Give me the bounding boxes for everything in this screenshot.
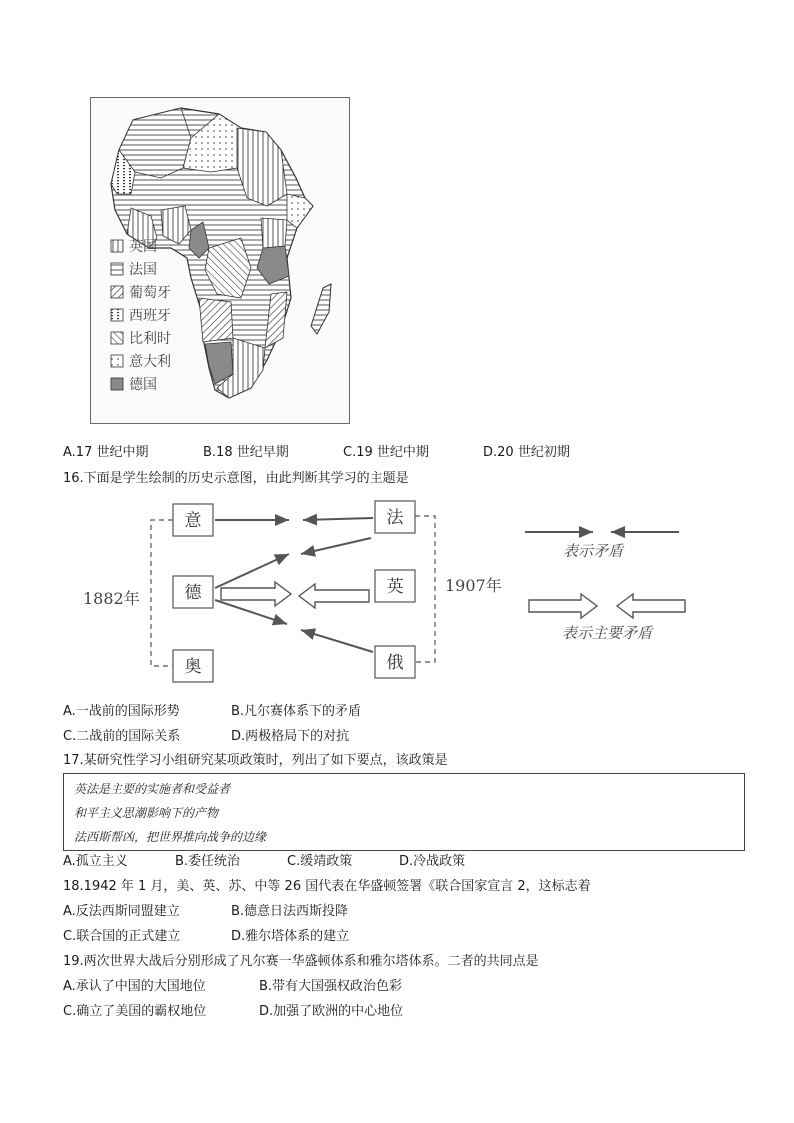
q15-option-b[interactable]: B.18 世纪早期 (203, 445, 289, 460)
q17-option-d[interactable]: D.冷战政策 (399, 854, 466, 869)
africa-map-graphic (91, 98, 349, 423)
q17-option-b[interactable]: B.委任统治 (175, 854, 241, 869)
q16-stem: 16.下面是学生绘制的历史示意图，由此判断其学习的主题是 (63, 471, 409, 486)
legend-label-spain: 西班牙 (129, 308, 171, 324)
box-britain: 英 (386, 577, 404, 597)
year-1907: 1907年 (445, 576, 502, 595)
q16-option-b[interactable]: B.凡尔赛体系下的矛盾 (231, 704, 362, 719)
q15-option-d[interactable]: D.20 世纪初期 (483, 445, 570, 460)
box-austria: 奥 (184, 657, 202, 677)
q19-option-a[interactable]: A.承认了中国的大国地位 (63, 979, 206, 994)
legend-label-portugal: 葡萄牙 (129, 285, 171, 301)
legend-label-belgium: 比利时 (129, 331, 171, 347)
q17-option-c[interactable]: C.缓靖政策 (287, 854, 353, 869)
q19-option-b[interactable]: B.带有大国强权政治色彩 (259, 979, 403, 994)
year-1882: 1882年 (83, 589, 140, 608)
q15-option-c[interactable]: C.19 世纪中期 (343, 445, 429, 460)
map-legend (111, 239, 171, 393)
q17-point-2: 和平主义思潮影响下的产物 (74, 806, 219, 820)
box-italy: 意 (184, 511, 202, 531)
q16-option-a[interactable]: A.一战前的国际形势 (63, 704, 180, 719)
q17-stem: 17.某研究性学习小组研究某项政策时，列出了如下要点，该政策是 (63, 753, 448, 768)
q18-option-c[interactable]: C.联合国的正式建立 (63, 929, 181, 944)
q18-option-b[interactable]: B.德意日法西斯投降 (231, 904, 349, 919)
q16-option-c[interactable]: C.二战前的国际关系 (63, 729, 181, 744)
q17-point-3: 法西斯帮凶，把世界推向战争的边缘 (74, 830, 267, 844)
q19-stem: 19.两次世界大战后分别形成了凡尔赛一华盛顿体系和雅尔塔体系。二者的共同点是 (63, 954, 539, 969)
q16-option-d[interactable]: D.两极格局下的对抗 (231, 729, 350, 744)
legend-label-germany: 德国 (129, 377, 157, 393)
q19-option-c[interactable]: C.确立了美国的霸权地位 (63, 1004, 207, 1019)
africa-colonial-map (90, 97, 350, 424)
legend-label-britain: 英国 (129, 239, 157, 255)
box-russia: 俄 (386, 653, 404, 673)
q18-stem: 18.1942 年 1 月，美、英、苏、中等 26 国代表在华盛顿签署《联合国家宣言 2，这标志着 (63, 879, 591, 894)
q16-relations-diagram (63, 496, 753, 696)
q18-option-a[interactable]: A.反法西斯同盟建立 (63, 904, 180, 919)
legend-label-france: 法国 (129, 262, 157, 278)
box-germany: 德 (184, 583, 202, 603)
q15-option-a[interactable]: A.17 世纪中期 (63, 445, 149, 460)
legend-label-italy: 意大利 (129, 354, 171, 370)
legend-contradiction: 表示矛盾 (562, 542, 624, 560)
q17-option-a[interactable]: A.孤立主义 (63, 854, 128, 869)
legend-main-contradiction: 表示主要矛盾 (561, 624, 653, 642)
q17-point-1: 英法是主要的实施者和受益者 (74, 782, 231, 796)
q18-option-d[interactable]: D.雅尔塔体系的建立 (231, 929, 350, 944)
q17-points-box (63, 773, 745, 851)
box-france: 法 (386, 508, 404, 528)
q19-option-d[interactable]: D.加强了欧洲的中心地位 (259, 1004, 404, 1019)
